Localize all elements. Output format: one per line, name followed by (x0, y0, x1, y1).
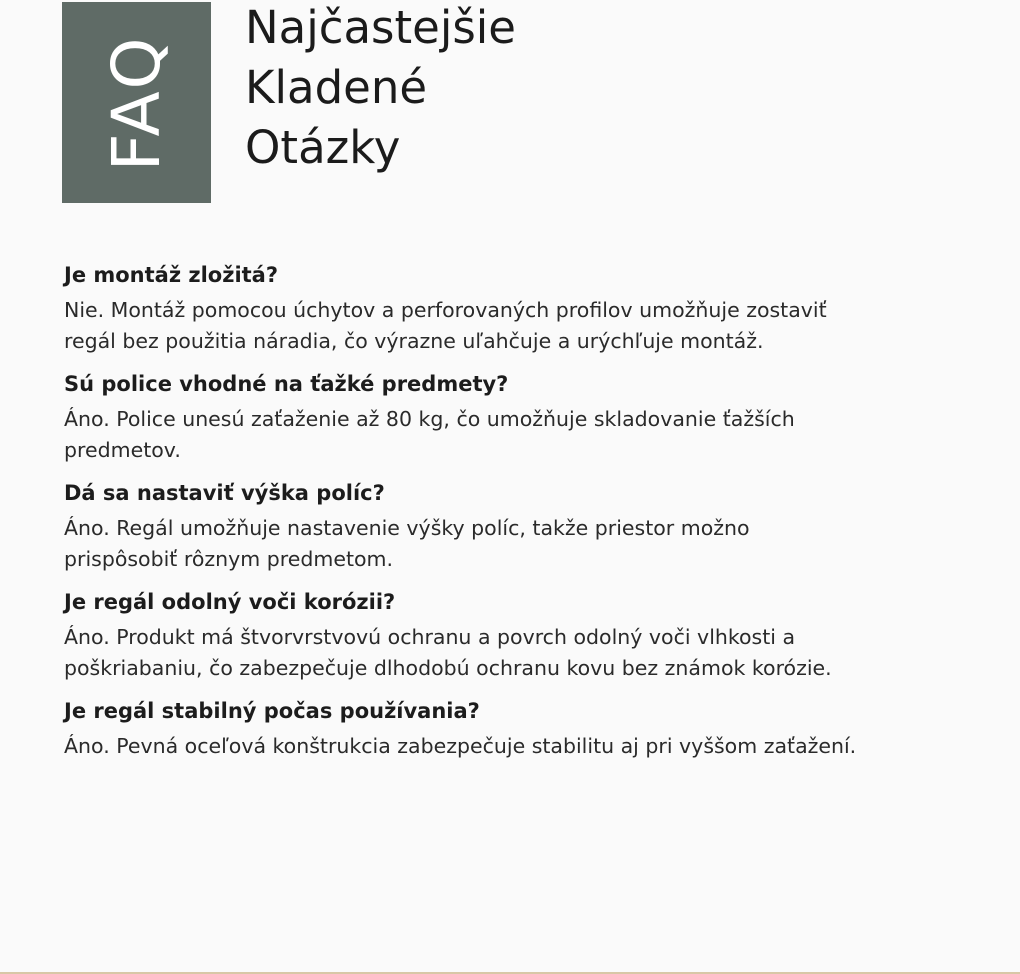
faq-answer (64, 404, 1009, 466)
faq-answer-line: Áno. Produkt má štvorvrstvovú ochranu a povrch odolný voči vlhkosti a (64, 625, 796, 649)
page-title (245, 0, 516, 178)
faq-answer-line: predmetov. (64, 438, 181, 462)
faq-item (64, 259, 1009, 357)
faq-question: Sú police vhodné na ťažké predmety? (64, 372, 509, 396)
page-title-line: Kladené (245, 61, 428, 114)
faq-item (64, 368, 1009, 466)
faq-answer-line: regál bez použitia náradia, čo výrazne uľahčuje a urýchľuje montáž. (64, 329, 764, 353)
faq-item (64, 477, 1009, 575)
faq-answer-line: Áno. Police unesú zaťaženie až 80 kg, čo umožňuje skladovanie ťažších (64, 407, 795, 431)
faq-answer-line: prispôsobiť rôznym predmetom. (64, 547, 394, 571)
faq-badge (62, 2, 211, 203)
page-title-line: Najčastejšie (245, 1, 516, 54)
faq-list (64, 259, 1009, 773)
faq-question: Je montáž zložitá? (64, 263, 279, 287)
faq-question: Je regál stabilný počas používania? (64, 699, 480, 723)
faq-answer (64, 295, 1009, 357)
faq-question: Je regál odolný voči korózii? (64, 590, 396, 614)
faq-answer (64, 731, 1009, 762)
faq-answer-line: Áno. Pevná oceľová konštrukcia zabezpečuje stabilitu aj pri vyššom zaťažení. (64, 734, 857, 758)
faq-answer-line: poškriabaniu, čo zabezpečuje dlhodobú ochranu kovu bez známok korózie. (64, 656, 832, 680)
faq-answer-line: Áno. Regál umožňuje nastavenie výšky políc, takže priestor možno (64, 516, 750, 540)
faq-answer (64, 622, 1009, 684)
faq-badge-label: FAQ (97, 34, 175, 171)
faq-question: Dá sa nastaviť výška políc? (64, 481, 385, 505)
page-title-line: Otázky (245, 121, 401, 174)
faq-answer-line: Nie. Montáž pomocou úchytov a perforovaných profilov umožňuje zostaviť (64, 298, 827, 322)
faq-answer (64, 513, 1009, 575)
faq-item (64, 586, 1009, 684)
faq-item (64, 695, 1009, 762)
